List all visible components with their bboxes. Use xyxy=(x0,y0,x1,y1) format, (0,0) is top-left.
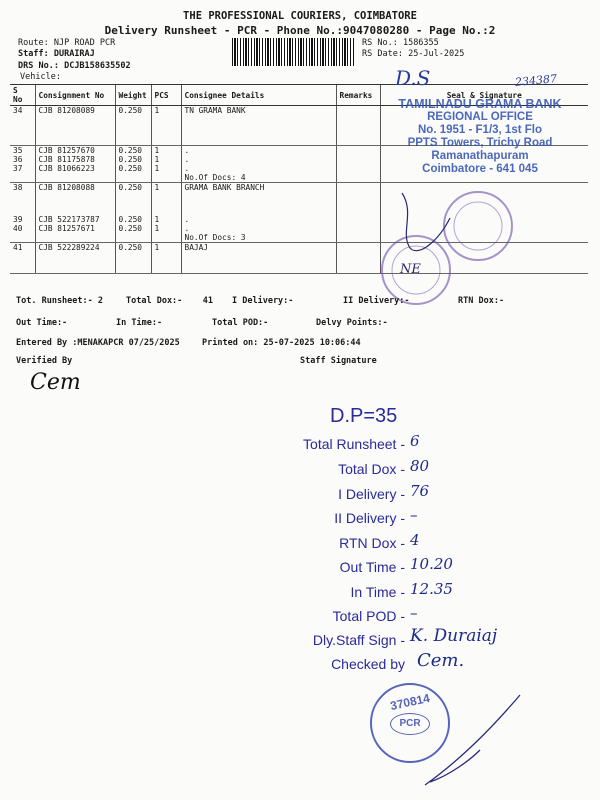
bank-stamp-line: Coimbatore - 641 045 xyxy=(422,163,538,175)
staff-label: Staff: xyxy=(18,49,49,59)
cell-pcs: 1 xyxy=(151,182,181,192)
signature-stroke-icon xyxy=(402,193,450,251)
rs-date-value: 25-Jul-2025 xyxy=(408,49,465,59)
cell-sno: 34 xyxy=(13,106,23,115)
summary-value: Cem. xyxy=(417,650,465,671)
cell-weight: 0.250 xyxy=(115,215,151,224)
cell-weight: 0.250 xyxy=(115,182,151,192)
staff-line xyxy=(18,49,95,59)
total-dox-label: Total Dox:- xyxy=(126,296,183,306)
cell-consignee: TN GRAMA BANK xyxy=(181,106,336,116)
handwritten-top-sign: D.S xyxy=(395,66,431,90)
entered-by: Entered By :MENAKAPCR 07/25/2025 xyxy=(16,338,180,348)
rtn-dox: RTN Dox:- xyxy=(458,296,505,306)
summary-value: 12.35 xyxy=(410,580,453,598)
cell-pcs: 1 xyxy=(151,106,181,116)
summary-label: Dly.Staff Sign - xyxy=(312,632,405,648)
cell-weight: 0.250 xyxy=(115,164,151,173)
total-dox-value: 41 xyxy=(202,296,214,306)
route-label: Route: xyxy=(18,38,49,48)
cell-pcs: 1 xyxy=(151,155,181,164)
signature-scrawl-icon xyxy=(420,690,530,790)
cell-consignment: CJB 81257670 xyxy=(35,145,115,155)
cell-consignment: CJB 81208088 xyxy=(35,182,115,192)
summary-value: 6 xyxy=(410,432,420,450)
cell-consignee: . xyxy=(181,164,336,173)
col-consignment: Consignment No xyxy=(35,85,115,106)
cell-pcs: 1 xyxy=(151,145,181,155)
cell-consignee: . xyxy=(181,155,336,164)
cell-sno: 37 xyxy=(13,163,23,173)
cell-weight: 0.250 xyxy=(115,242,151,252)
col-weight: Weight xyxy=(115,85,151,106)
bank-stamp-line: No. 1951 - F1/3, 1st Flo xyxy=(418,124,542,136)
cell-consignee: . xyxy=(181,224,336,233)
cell-sno: 39 xyxy=(13,214,23,224)
cell-weight: 0.250 xyxy=(115,224,151,233)
cell-consignment: CJB 81257671 xyxy=(35,224,115,233)
summary-label: Total POD - xyxy=(332,608,405,624)
printed-on: Printed on: 25-07-2025 10:06:44 xyxy=(202,338,361,348)
vehicle-label: Vehicle: xyxy=(20,72,61,82)
summary-label: Total Runsheet - xyxy=(303,436,405,452)
cell-consignment: CJB 81175878 xyxy=(35,155,115,164)
docs-count: No.Of Docs: 3 xyxy=(181,233,336,243)
cell-consignment: CJB 522289224 xyxy=(35,242,115,252)
summary-label: Checked by xyxy=(331,656,405,672)
cell-consignment: CJB 81066223 xyxy=(35,164,115,173)
col-sno: S No xyxy=(10,85,35,106)
cell-pcs: 1 xyxy=(151,224,181,233)
cell-consignee: BAJAJ xyxy=(181,242,336,252)
rs-date-line xyxy=(362,49,464,59)
cell-sno: 41 xyxy=(13,242,23,252)
cell-consignment: CJB 522173787 xyxy=(35,215,115,224)
tot-runsheet: Tot. Runsheet:- 2 xyxy=(16,296,103,306)
in-time: In Time:- xyxy=(116,318,163,328)
cell-pcs: 1 xyxy=(151,242,181,252)
delvy-points: Delvy Points:- xyxy=(316,318,388,328)
summary-value: K. Duraiaj xyxy=(410,626,498,646)
summary-label: II Delivery - xyxy=(334,510,405,526)
summary-value: 10.20 xyxy=(410,555,453,573)
runsheet-title: Delivery Runsheet - PCR - Phone No.:9047080280 - Page No.:2 xyxy=(104,24,496,37)
verified-by: Verified By xyxy=(16,356,73,366)
col-remarks: Remarks xyxy=(336,85,380,106)
route-value: NJP ROAD PCR xyxy=(53,38,116,48)
bank-stamp-line: TAMILNADU GRAMA BANK xyxy=(398,97,562,111)
cell-consignment: CJB 81208089 xyxy=(35,106,115,116)
dp-note: D.P=35 xyxy=(330,405,398,427)
bank-stamp-line: PPTS Towers, Trichy Road xyxy=(407,137,553,149)
route-line xyxy=(18,38,115,48)
summary-value: 4 xyxy=(410,531,420,549)
drs-line xyxy=(18,61,131,71)
summary-value: – xyxy=(410,604,418,622)
pcr-stamp-number: 370814 xyxy=(388,690,432,714)
cell-pcs: 1 xyxy=(151,164,181,173)
summary-label: I Delivery - xyxy=(338,486,405,502)
drs-value: DCJB158635502 xyxy=(64,61,131,71)
summary-value: – xyxy=(410,506,418,524)
i-delivery: I Delivery:- xyxy=(232,296,294,306)
company-name: THE PROFESSIONAL COURIERS, COIMBATORE xyxy=(183,10,417,22)
drs-label: DRS No.: xyxy=(18,61,59,71)
cell-weight: 0.250 xyxy=(115,155,151,164)
cell-consignee: . xyxy=(181,215,336,224)
verified-signature: Cem xyxy=(30,370,81,395)
barcode xyxy=(232,38,354,66)
out-time: Out Time:- xyxy=(16,318,68,328)
rs-date-label: RS Date: xyxy=(362,49,403,59)
handwritten-top-number: 234387 xyxy=(514,72,558,89)
bank-stamp xyxy=(375,98,585,176)
summary-value: 76 xyxy=(410,482,430,500)
bank-stamp-line: Ramanathapuram xyxy=(431,150,529,162)
pcr-stamp-code: PCR xyxy=(390,713,430,735)
total-pod: Total POD:- xyxy=(212,318,269,328)
total-dox xyxy=(126,296,213,306)
cell-weight: 0.250 xyxy=(115,145,151,155)
bank-stamp-line: REGIONAL OFFICE xyxy=(427,111,533,123)
cell-sno: 40 xyxy=(13,223,23,233)
cell-weight: 0.250 xyxy=(115,106,151,116)
staff-signature: Staff Signature xyxy=(300,356,377,366)
staff-value: DURAIRAJ xyxy=(53,49,95,59)
rs-no-line xyxy=(362,38,439,48)
summary-label: Out Time - xyxy=(339,559,405,575)
cell-sno: 36 xyxy=(13,154,23,164)
rs-no-label: RS No.: xyxy=(362,38,398,48)
cell-pcs: 1 xyxy=(151,215,181,224)
summary-label: In Time - xyxy=(350,584,405,600)
docs-count: No.Of Docs: 4 xyxy=(181,173,336,183)
cell-sno: 38 xyxy=(13,182,23,192)
rs-no-value: 1586355 xyxy=(402,38,439,48)
summary-label: RTN Dox - xyxy=(339,535,405,551)
ii-delivery: II Delivery:- xyxy=(343,296,410,306)
cell-consignee: GRAMA BANK BRANCH xyxy=(181,182,336,192)
cell-consignee: . xyxy=(181,145,336,155)
col-pcs: PCS xyxy=(151,85,181,106)
col-seal: Seal & Signature xyxy=(380,85,588,106)
summary-label: Total Dox - xyxy=(338,461,405,477)
cell-sno: 35 xyxy=(13,145,23,155)
handwritten-ne: NE xyxy=(400,262,421,277)
col-consignee: Consignee Details xyxy=(181,85,336,106)
summary-value: 80 xyxy=(410,457,430,475)
